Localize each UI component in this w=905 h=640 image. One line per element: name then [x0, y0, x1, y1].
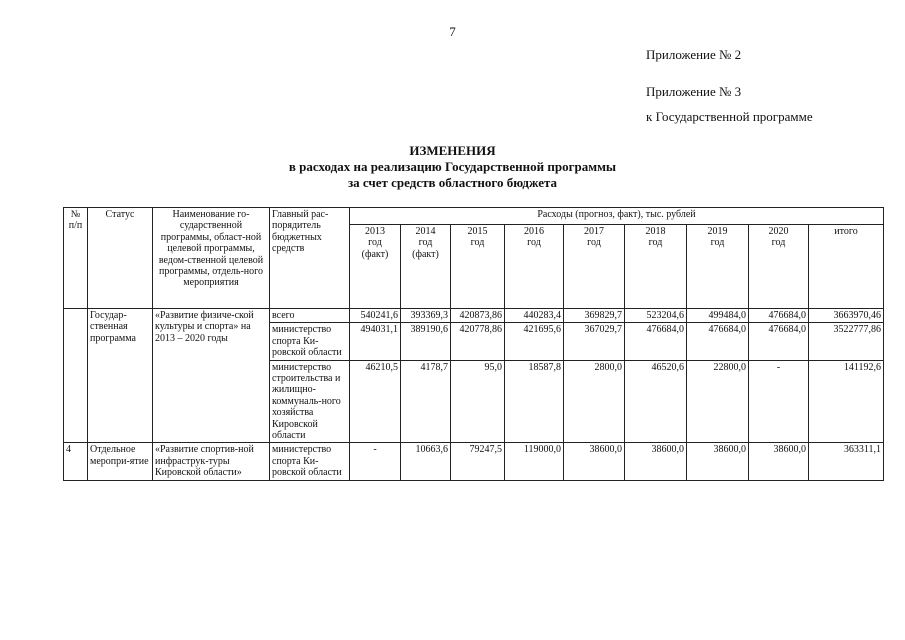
- value-cell: 38600,0: [687, 443, 749, 480]
- value-cell: 38600,0: [749, 443, 809, 480]
- total-cell: 3663970,46: [809, 309, 884, 323]
- row-status-cell: Отдельное меропри-ятие: [88, 443, 153, 480]
- header-year-2017: 2017 год: [564, 225, 625, 309]
- value-cell: 476684,0: [625, 323, 687, 360]
- value-cell: 46210,5: [350, 360, 401, 443]
- value-cell: 10663,6: [401, 443, 451, 480]
- document-title: [0, 143, 905, 191]
- value-cell: 389190,6: [401, 323, 451, 360]
- value-cell: 476684,0: [687, 323, 749, 360]
- title-heading: ИЗМЕНЕНИЯ: [409, 143, 496, 158]
- header-year-2013: 2013 год (факт): [350, 225, 401, 309]
- table-row: [64, 309, 884, 323]
- value-cell: 476684,0: [749, 309, 809, 323]
- header-year-2020: 2020 год: [749, 225, 809, 309]
- header-year-2016: 2016 год: [505, 225, 564, 309]
- total-cell: 3522777,86: [809, 323, 884, 360]
- budget-table: [63, 207, 884, 481]
- value-cell: 38600,0: [564, 443, 625, 480]
- header-year-2014: 2014 год (факт): [401, 225, 451, 309]
- appendix-subtitle: к Государственной программе: [646, 109, 813, 124]
- value-cell: 499484,0: [687, 309, 749, 323]
- row-admin-cell: министерство спорта Ки-ровской области: [270, 443, 350, 480]
- total-cell: 363311,1: [809, 443, 884, 480]
- value-cell: 22800,0: [687, 360, 749, 443]
- row-name-cell: «Развитие спортив-ной инфраструк-туры Кировской области»: [153, 443, 270, 480]
- value-cell: 2800,0: [564, 360, 625, 443]
- row-admin-cell: министерство строительства и жилищно-коммуналь-ного хозяйства Кировской области: [270, 360, 350, 443]
- value-cell: 476684,0: [749, 323, 809, 360]
- value-cell: 420873,86: [451, 309, 505, 323]
- value-cell: 18587,8: [505, 360, 564, 443]
- row-num-cell: 4: [64, 443, 88, 480]
- value-cell: 369829,7: [564, 309, 625, 323]
- value-cell: 440283,4: [505, 309, 564, 323]
- title-line-3: за счет средств областного бюджета: [347, 175, 558, 190]
- row-admin-cell: министерство спорта Ки-ровской области: [270, 323, 350, 360]
- header-expenses: Расходы (прогноз, факт), тыс. рублей: [350, 208, 884, 225]
- value-cell: 119000,0: [505, 443, 564, 480]
- row-num-cell: [64, 309, 88, 443]
- page-number: 7: [449, 24, 456, 39]
- value-cell: -: [350, 443, 401, 480]
- value-cell: 46520,6: [625, 360, 687, 443]
- value-cell: 4178,7: [401, 360, 451, 443]
- row-name-cell: «Развитие физиче-ской культуры и спорта» на 2013 – 2020 годы: [153, 309, 270, 443]
- header-year-2015: 2015 год: [451, 225, 505, 309]
- value-cell: 523204,6: [625, 309, 687, 323]
- value-cell: 38600,0: [625, 443, 687, 480]
- header-year-2019: 2019 год: [687, 225, 749, 309]
- header-total: итого: [809, 225, 884, 309]
- value-cell: 540241,6: [350, 309, 401, 323]
- value-cell: 367029,7: [564, 323, 625, 360]
- row-status-cell: Государ-ственная программа: [88, 309, 153, 443]
- value-cell: 393369,3: [401, 309, 451, 323]
- title-line-2: в расходах на реализацию Государственной программы: [288, 159, 617, 174]
- value-cell: 421695,6: [505, 323, 564, 360]
- header-row-1: [64, 208, 884, 225]
- header-status: Статус: [88, 208, 153, 309]
- value-cell: 420778,86: [451, 323, 505, 360]
- header-num: № п/п: [64, 208, 88, 309]
- row-admin-cell: всего: [270, 309, 350, 323]
- header-admin: Главный рас-порядитель бюджетных средств: [270, 208, 350, 309]
- table-row: [64, 443, 884, 480]
- header-name: Наименование го-сударственной программы, област-ной целевой программы, ведом-ственной целевой программы, отдель-ного мероприятия: [153, 208, 270, 309]
- value-cell: 95,0: [451, 360, 505, 443]
- header-year-2018: 2018 год: [625, 225, 687, 309]
- value-cell: 79247,5: [451, 443, 505, 480]
- appendix-3-label: Приложение № 3: [646, 84, 742, 99]
- total-cell: 141192,6: [809, 360, 884, 443]
- value-cell: 494031,1: [350, 323, 401, 360]
- value-cell: -: [749, 360, 809, 443]
- appendix-2-label: Приложение № 2: [646, 47, 742, 62]
